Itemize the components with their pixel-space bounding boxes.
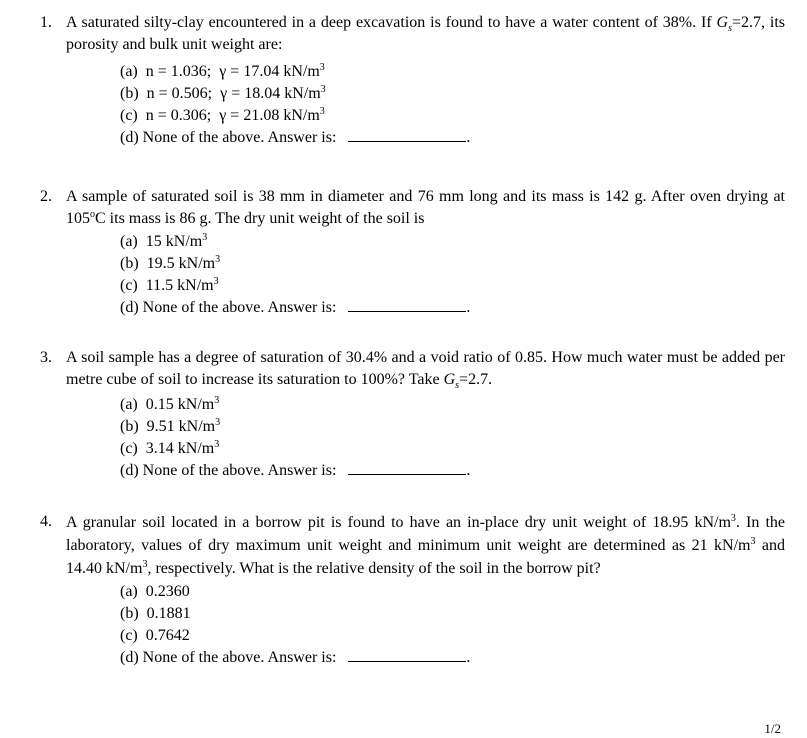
answer-blank[interactable]: [348, 127, 466, 142]
options: [120, 61, 785, 149]
option-d: (d) None of the above. Answer is: .: [120, 648, 471, 666]
option-b: (b) 19.5 $kN/m^3$: [120, 254, 221, 273]
option-c: (c) n = 0.306; γ = 21.08 $kN/m^3$: [120, 106, 325, 125]
option-b: (b) 0.1881: [120, 604, 191, 622]
answer-blank[interactable]: [348, 297, 466, 312]
question-2: [40, 186, 785, 319]
options: [120, 581, 785, 669]
option-c: (c) 3.14 $kN/m^3$: [120, 439, 220, 458]
page-number: 1/2: [764, 721, 781, 736]
option-b: (b) n = 0.506; γ = 18.04 $kN/m^3$: [120, 84, 326, 103]
question-text: A saturated silty-clay encountered in a deep excavation is found to have a water content of 38%. If $G_s=2.7$, its porosity and bulk unit weight are:: [66, 14, 786, 53]
option-a: (a) 0.15 $kN/m^3$: [120, 395, 220, 414]
option-c: (c) 0.7642: [120, 626, 190, 644]
question-number: 4.: [40, 513, 52, 530]
option-a: (a) n = 1.036; γ = 17.04 $kN/m^3$: [120, 62, 325, 81]
question-number: 2.: [40, 188, 52, 205]
question-number: 3.: [40, 349, 52, 366]
option-d: (d) None of the above. Answer is: .: [120, 299, 471, 317]
question-4: [40, 511, 785, 669]
answer-blank[interactable]: [348, 460, 466, 475]
question-text: A granular soil located in a borrow pit is found to have an in-place dry unit weight of 18.95 $kN/m^3$. In the laboratory, values of dry maximum unit weight and minimum unit weight are determined as 21 $kN/m^3$ and 14.40 $kN/m^3$, respectively. What is the relative density of the soil in the borrow pit?: [66, 513, 786, 578]
option-d: (d) None of the above. Answer is: .: [120, 129, 471, 147]
question-number: 1.: [40, 14, 52, 31]
question-3: [40, 347, 785, 482]
options: [120, 394, 785, 482]
question-text: A sample of saturated soil is 38 mm in diameter and 76 mm long and its mass is 142 g. After oven drying at 105$^o$C its mass is 86 g. The dry unit weight of the soil is: [66, 188, 785, 227]
option-d: (d) None of the above. Answer is: .: [120, 462, 471, 480]
question-text: A soil sample has a degree of saturation of 30.4% and a void ratio of 0.85. How much water must be added per metre cube of soil to increase its saturation to 100%? Take $G_s=2.7$.: [66, 349, 785, 391]
option-b: (b) 9.51 $kN/m^3$: [120, 417, 221, 436]
option-c: (c) 11.5 $kN/m^3$: [120, 276, 219, 295]
question-1: [40, 12, 785, 149]
option-a: (a) 15 $kN/m^3$: [120, 232, 208, 251]
answer-blank[interactable]: [348, 647, 466, 662]
options: [120, 231, 785, 319]
option-a: (a) 0.2360: [120, 582, 190, 600]
